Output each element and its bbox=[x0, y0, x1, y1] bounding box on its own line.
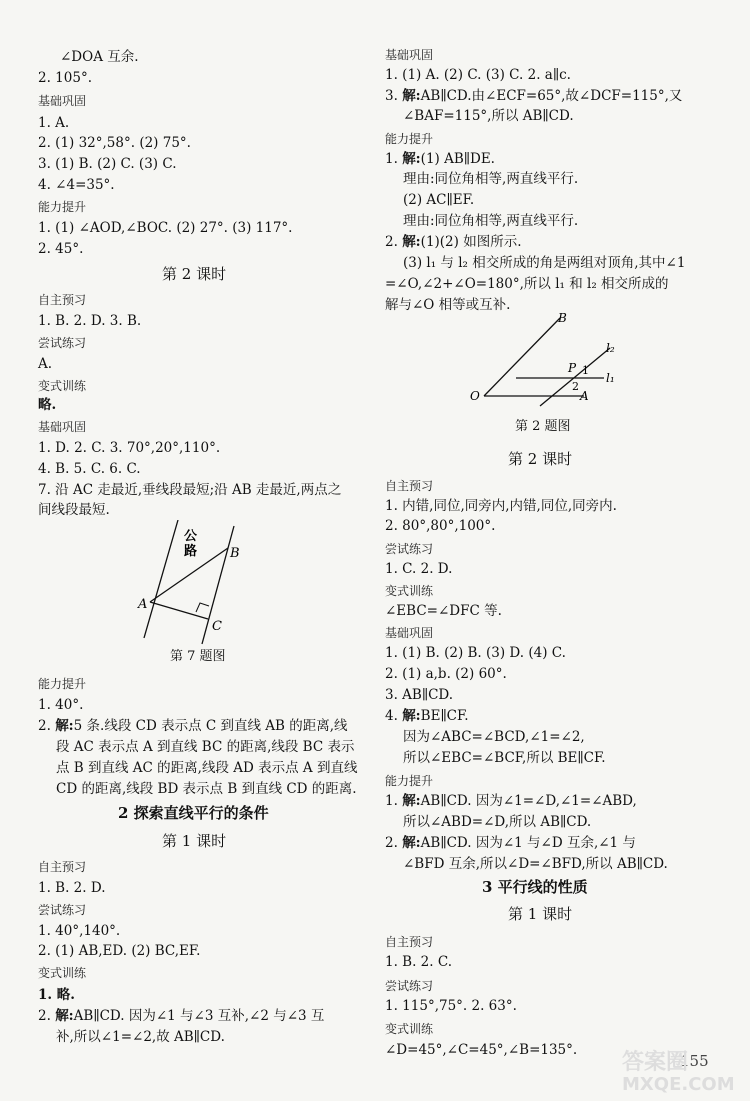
answer-line: (2) AC∥EF. bbox=[403, 192, 475, 208]
answer-line: ∠BFD 互余,所以∠D=∠BFD,所以 AB∥CD. bbox=[403, 856, 668, 872]
answer-line: 1. B. 2. D. bbox=[38, 880, 106, 896]
item-number: 3. bbox=[385, 88, 398, 104]
answer-line: 段 AC 表示点 A 到直线 BC 的距离,线段 BC 表示 bbox=[56, 739, 355, 755]
watermark-logo: 答案圈 bbox=[622, 1050, 689, 1075]
answer-text: AB∥CD. 因为∠1 与∠3 互补,∠2 与∠3 互 bbox=[73, 1008, 325, 1024]
answer-line: 2. 105°. bbox=[38, 70, 92, 86]
solution-label: 解: bbox=[402, 708, 421, 724]
point-label-a: A bbox=[580, 389, 589, 403]
section-heading: 基础巩固 bbox=[38, 420, 87, 434]
answer-text: AB∥CD. 因为∠1=∠D,∠1=∠ABD, bbox=[420, 793, 637, 809]
page-number: 155 bbox=[680, 1052, 709, 1070]
answer-line: 1. 115°,75°. 2. 63°. bbox=[385, 998, 517, 1014]
section-heading: 自主预习 bbox=[38, 293, 87, 307]
solution-label: 解: bbox=[55, 718, 74, 734]
item-number: 1. bbox=[385, 151, 398, 167]
answer-text: 5 条.线段 CD 表示点 C 到直线 AB 的距离,线 bbox=[73, 718, 348, 734]
item-number: 2. bbox=[385, 234, 398, 250]
section-heading: 变式训练 bbox=[385, 584, 434, 598]
answer-text: (1) AB∥DE. bbox=[420, 151, 495, 167]
road-label: 路 bbox=[184, 544, 198, 559]
answer-line: 2. 80°,80°,100°. bbox=[385, 518, 496, 534]
answer-text: (1)(2) 如图所示. bbox=[420, 234, 522, 250]
answer-line: 4. B. 5. C. 6. C. bbox=[38, 461, 141, 477]
item-number: 2. bbox=[38, 718, 51, 734]
section-heading: 尝试练习 bbox=[38, 903, 87, 917]
answer-text: AB∥CD.由∠ECF=65°,故∠DCF=115°,又 bbox=[420, 88, 683, 104]
answer-line: 间线段最短. bbox=[38, 502, 110, 518]
right-angle-mark bbox=[196, 603, 209, 612]
answer-line: 1. (1) ∠AOD,∠BOC. (2) 27°. (3) 117°. bbox=[38, 220, 293, 236]
section-heading: 自主预习 bbox=[38, 860, 87, 874]
answer-line: 2. (1) 32°,58°. (2) 75°. bbox=[38, 135, 191, 151]
point-label-b: B bbox=[230, 546, 240, 561]
answer-line: 略. bbox=[38, 397, 57, 413]
section-heading: 尝试练习 bbox=[38, 336, 87, 350]
answer-line: 3. (1) B. (2) C. (3) C. bbox=[38, 156, 177, 172]
section-title: 2 探索直线平行的条件 bbox=[118, 804, 269, 822]
answer-line: 4. ∠4=35°. bbox=[38, 177, 115, 193]
solution-label: 解: bbox=[402, 835, 421, 851]
solution-label: 解: bbox=[402, 88, 421, 104]
section-heading: 能力提升 bbox=[38, 200, 87, 214]
answer-line: 3. AB∥CD. bbox=[385, 687, 454, 703]
answer-line: 7. 沿 AC 走最近,垂线段最短;沿 AB 走最近,两点之 bbox=[38, 482, 342, 498]
solution-label: 解: bbox=[402, 234, 421, 250]
lesson-title: 第 1 课时 bbox=[162, 832, 227, 850]
answer-line: A. bbox=[38, 356, 53, 372]
angle-label-2: 2 bbox=[572, 380, 579, 393]
line-label-l2: l₂ bbox=[606, 341, 615, 355]
ray-ob bbox=[484, 318, 560, 396]
section-heading: 基础巩固 bbox=[385, 48, 434, 62]
answer-line bbox=[385, 233, 522, 251]
lesson-title: 第 2 课时 bbox=[162, 265, 227, 283]
section-heading: 能力提升 bbox=[38, 677, 87, 691]
answer-line: 1. D. 2. C. 3. 70°,20°,110°. bbox=[38, 440, 221, 456]
section-heading: 基础巩固 bbox=[38, 94, 87, 108]
point-label-b: B bbox=[558, 311, 567, 325]
section-heading: 基础巩固 bbox=[385, 626, 434, 640]
answer-text: BE∥CF. bbox=[420, 708, 469, 724]
answer-line: ∠BAF=115°,所以 AB∥CD. bbox=[403, 108, 574, 124]
answer-line: 解与∠O 相等或互补. bbox=[385, 297, 511, 313]
answer-line: CD 的距离,线段 BD 表示点 B 到直线 CD 的距离. bbox=[56, 781, 357, 797]
point-label-p: P bbox=[568, 361, 577, 375]
answer-line bbox=[38, 1007, 324, 1025]
answer-line: 所以∠EBC=∠BCF,所以 BE∥CF. bbox=[403, 750, 606, 766]
answer-line: 1. 内错,同位,同旁内,内错,同位,同旁内. bbox=[385, 498, 617, 514]
point-label-c: C bbox=[212, 619, 222, 634]
answer-line: 补,所以∠1=∠2,故 AB∥CD. bbox=[56, 1029, 225, 1045]
section-heading: 尝试练习 bbox=[385, 979, 434, 993]
answer-line: 点 B 到直线 AC 的距离,线段 AD 表示点 A 到直线 bbox=[56, 760, 358, 776]
answer-line: 1. (1) A. (2) C. (3) C. 2. a∥c. bbox=[385, 67, 571, 83]
item-number: 4. bbox=[385, 708, 398, 724]
answer-line bbox=[385, 792, 637, 810]
answer-line: (3) l₁ 与 l₂ 相交所成的角是两组对顶角,其中∠1 bbox=[403, 255, 686, 271]
item-number: 2. bbox=[38, 1008, 51, 1024]
answer-line bbox=[385, 150, 495, 168]
watermark-url: MXQE.COM bbox=[622, 1074, 735, 1095]
solution-label: 解: bbox=[55, 1008, 74, 1024]
solution-label: 解: bbox=[402, 151, 421, 167]
answer-line bbox=[385, 87, 682, 105]
section-heading: 自主预习 bbox=[385, 935, 434, 949]
answer-line bbox=[38, 717, 348, 735]
section-heading: 变式训练 bbox=[38, 379, 87, 393]
solution-label: 解: bbox=[402, 793, 421, 809]
answer-line: 1. 略. bbox=[38, 987, 75, 1003]
answer-line: 1. B. 2. C. bbox=[385, 954, 452, 970]
section-title: 3 平行线的性质 bbox=[482, 878, 588, 896]
section-heading: 变式训练 bbox=[385, 1022, 434, 1036]
point-label-o: O bbox=[470, 389, 480, 403]
item-number: 1. bbox=[385, 793, 398, 809]
answer-line: 2. (1) AB,ED. (2) BC,EF. bbox=[38, 943, 201, 959]
answer-line: 因为∠ABC=∠BCD,∠1=∠2, bbox=[403, 729, 585, 745]
answer-line: 1. B. 2. D. 3. B. bbox=[38, 313, 142, 329]
answer-line bbox=[385, 834, 636, 852]
answer-line: 2. (1) a,b. (2) 60°. bbox=[385, 666, 507, 682]
answer-line: 1. 40°. bbox=[38, 697, 84, 713]
road-line-left bbox=[144, 520, 178, 638]
section-heading: 尝试练习 bbox=[385, 542, 434, 556]
line-l2 bbox=[540, 348, 610, 406]
item-number: 2. bbox=[385, 835, 398, 851]
figure-caption: 第 2 题图 bbox=[515, 419, 571, 434]
figure-7 bbox=[130, 520, 260, 645]
answer-line: =∠O,∠2+∠O=180°,所以 l₁ 和 l₂ 相交所成的 bbox=[385, 276, 669, 292]
lesson-title: 第 2 课时 bbox=[508, 450, 573, 468]
answer-line: 1. (1) B. (2) B. (3) D. (4) C. bbox=[385, 645, 566, 661]
figure-2 bbox=[460, 308, 630, 413]
answer-line: 理由:同位角相等,两直线平行. bbox=[403, 171, 579, 187]
section-heading: 自主预习 bbox=[385, 479, 434, 493]
text-line: ∠DOA 互余. bbox=[60, 49, 139, 65]
lesson-title: 第 1 课时 bbox=[508, 905, 573, 923]
answer-line: 2. 45°. bbox=[38, 241, 84, 257]
road-label: 公 bbox=[184, 529, 198, 544]
answer-line: 1. A. bbox=[38, 115, 70, 131]
answer-line: ∠D=45°,∠C=45°,∠B=135°. bbox=[385, 1042, 578, 1058]
point-label-a: A bbox=[138, 597, 148, 612]
section-heading: 能力提升 bbox=[385, 132, 434, 146]
section-heading: 变式训练 bbox=[38, 966, 87, 980]
answer-text: AB∥CD. 因为∠1 与∠D 互余,∠1 与 bbox=[420, 835, 636, 851]
answer-line: 1. C. 2. D. bbox=[385, 561, 453, 577]
figure-caption: 第 7 题图 bbox=[170, 649, 226, 664]
line-label-l1: l₁ bbox=[606, 371, 615, 385]
answer-line: 理由:同位角相等,两直线平行. bbox=[403, 213, 579, 229]
answer-line bbox=[385, 707, 469, 725]
angle-label-1: 1 bbox=[582, 364, 589, 377]
answer-line: 所以∠ABD=∠D,所以 AB∥CD. bbox=[403, 814, 592, 830]
section-heading: 能力提升 bbox=[385, 774, 434, 788]
answer-line: 1. 40°,140°. bbox=[38, 923, 121, 939]
answer-line: ∠EBC=∠DFC 等. bbox=[385, 603, 502, 619]
